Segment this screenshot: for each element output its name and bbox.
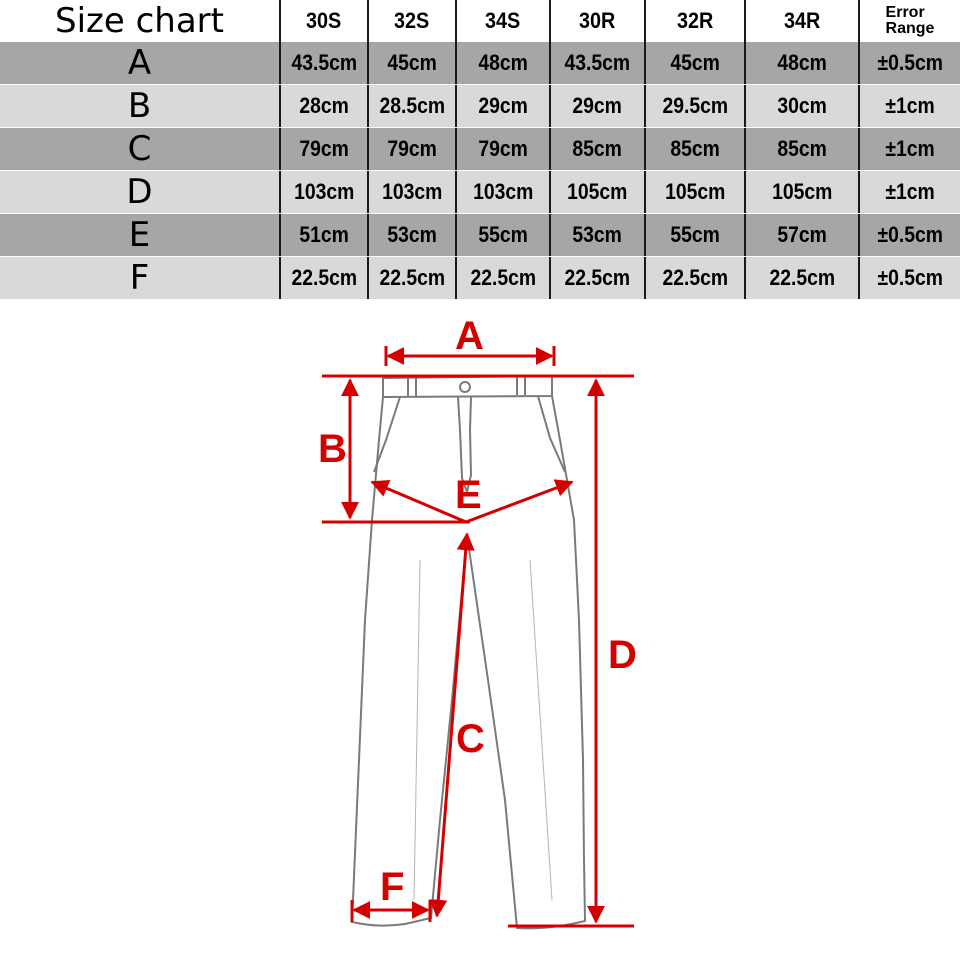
value-cell: 85cm <box>550 128 645 170</box>
value-cell: 22.5cm <box>368 257 456 299</box>
table-row <box>0 171 960 213</box>
table-row <box>0 214 960 256</box>
table-row <box>0 42 960 84</box>
value-cell: 103cm <box>368 171 456 213</box>
belt-loop-right <box>517 377 525 395</box>
error-header-line2: Range <box>885 19 935 37</box>
crease-left <box>414 560 420 900</box>
value-cell: 55cm <box>645 214 745 256</box>
value-cell: 29cm <box>550 85 645 127</box>
value-cell: 105cm <box>645 171 745 213</box>
value-cell: 22.5cm <box>645 257 745 299</box>
pocket-left <box>374 397 400 472</box>
error-range-cell: ±1cm <box>859 171 960 213</box>
value-cell: 48cm <box>456 42 550 84</box>
trousers-outline <box>352 376 585 928</box>
label-f: F <box>380 865 405 909</box>
label-c: C <box>456 717 485 761</box>
pocket-right <box>538 396 565 472</box>
size-header-34s: 34S <box>456 0 550 42</box>
error-range-cell: ±0.5cm <box>859 214 960 256</box>
row-label: B <box>127 86 152 126</box>
value-cell: 55cm <box>456 214 550 256</box>
value-cell: 53cm <box>550 214 645 256</box>
table-header-row <box>0 0 960 42</box>
value-cell: 79cm <box>280 128 368 170</box>
value-cell: 45cm <box>368 42 456 84</box>
value-cell: 79cm <box>368 128 456 170</box>
value-cell: 53cm <box>368 214 456 256</box>
error-range-cell: ±0.5cm <box>859 257 960 299</box>
label-a: A <box>455 314 484 358</box>
error-range-header <box>859 0 960 42</box>
value-cell: 29cm <box>456 85 550 127</box>
value-cell: 43.5cm <box>280 42 368 84</box>
error-range-cell: ±1cm <box>859 128 960 170</box>
size-header-30s: 30S <box>280 0 368 42</box>
value-cell: 43.5cm <box>550 42 645 84</box>
value-cell: 22.5cm <box>456 257 550 299</box>
value-cell: 103cm <box>280 171 368 213</box>
label-d: D <box>608 633 637 677</box>
measure-e-line-left <box>372 482 466 522</box>
value-cell: 22.5cm <box>550 257 645 299</box>
value-cell: 51cm <box>280 214 368 256</box>
value-cell: 22.5cm <box>280 257 368 299</box>
table-row <box>0 257 960 299</box>
value-cell: 28cm <box>280 85 368 127</box>
measure-e-line-right <box>466 482 572 522</box>
value-cell: 85cm <box>645 128 745 170</box>
value-cell: 103cm <box>456 171 550 213</box>
trousers-measurement-diagram <box>0 300 960 960</box>
size-chart-title: Size chart <box>55 1 224 41</box>
value-cell: 22.5cm <box>745 257 859 299</box>
row-label: A <box>127 43 152 83</box>
table-row <box>0 128 960 170</box>
row-label: C <box>127 129 152 169</box>
table-row <box>0 85 960 127</box>
label-e: E <box>455 473 482 517</box>
value-cell: 105cm <box>745 171 859 213</box>
outline-right-leg <box>467 396 585 928</box>
value-cell: 29.5cm <box>645 85 745 127</box>
error-range-cell: ±0.5cm <box>859 42 960 84</box>
value-cell: 48cm <box>745 42 859 84</box>
error-range-cell: ±1cm <box>859 85 960 127</box>
value-cell: 105cm <box>550 171 645 213</box>
size-header-32r: 32R <box>645 0 745 42</box>
value-cell: 57cm <box>745 214 859 256</box>
measurement-lines <box>322 346 634 926</box>
value-cell: 85cm <box>745 128 859 170</box>
size-header-30r: 30R <box>550 0 645 42</box>
row-label: F <box>129 258 150 298</box>
value-cell: 30cm <box>745 85 859 127</box>
value-cell: 79cm <box>456 128 550 170</box>
row-label: D <box>126 172 153 212</box>
size-header-34r: 34R <box>745 0 859 42</box>
waist-button <box>460 382 470 392</box>
label-b: B <box>318 427 347 471</box>
value-cell: 45cm <box>645 42 745 84</box>
belt-loop-left <box>408 377 416 396</box>
size-chart-table <box>0 0 960 299</box>
outline-left-leg <box>352 397 467 926</box>
size-header-32s: 32S <box>368 0 456 42</box>
row-label: E <box>128 215 151 255</box>
table-body <box>0 42 960 299</box>
crease-right <box>530 560 552 900</box>
value-cell: 28.5cm <box>368 85 456 127</box>
error-header-line1: Error <box>885 3 925 21</box>
